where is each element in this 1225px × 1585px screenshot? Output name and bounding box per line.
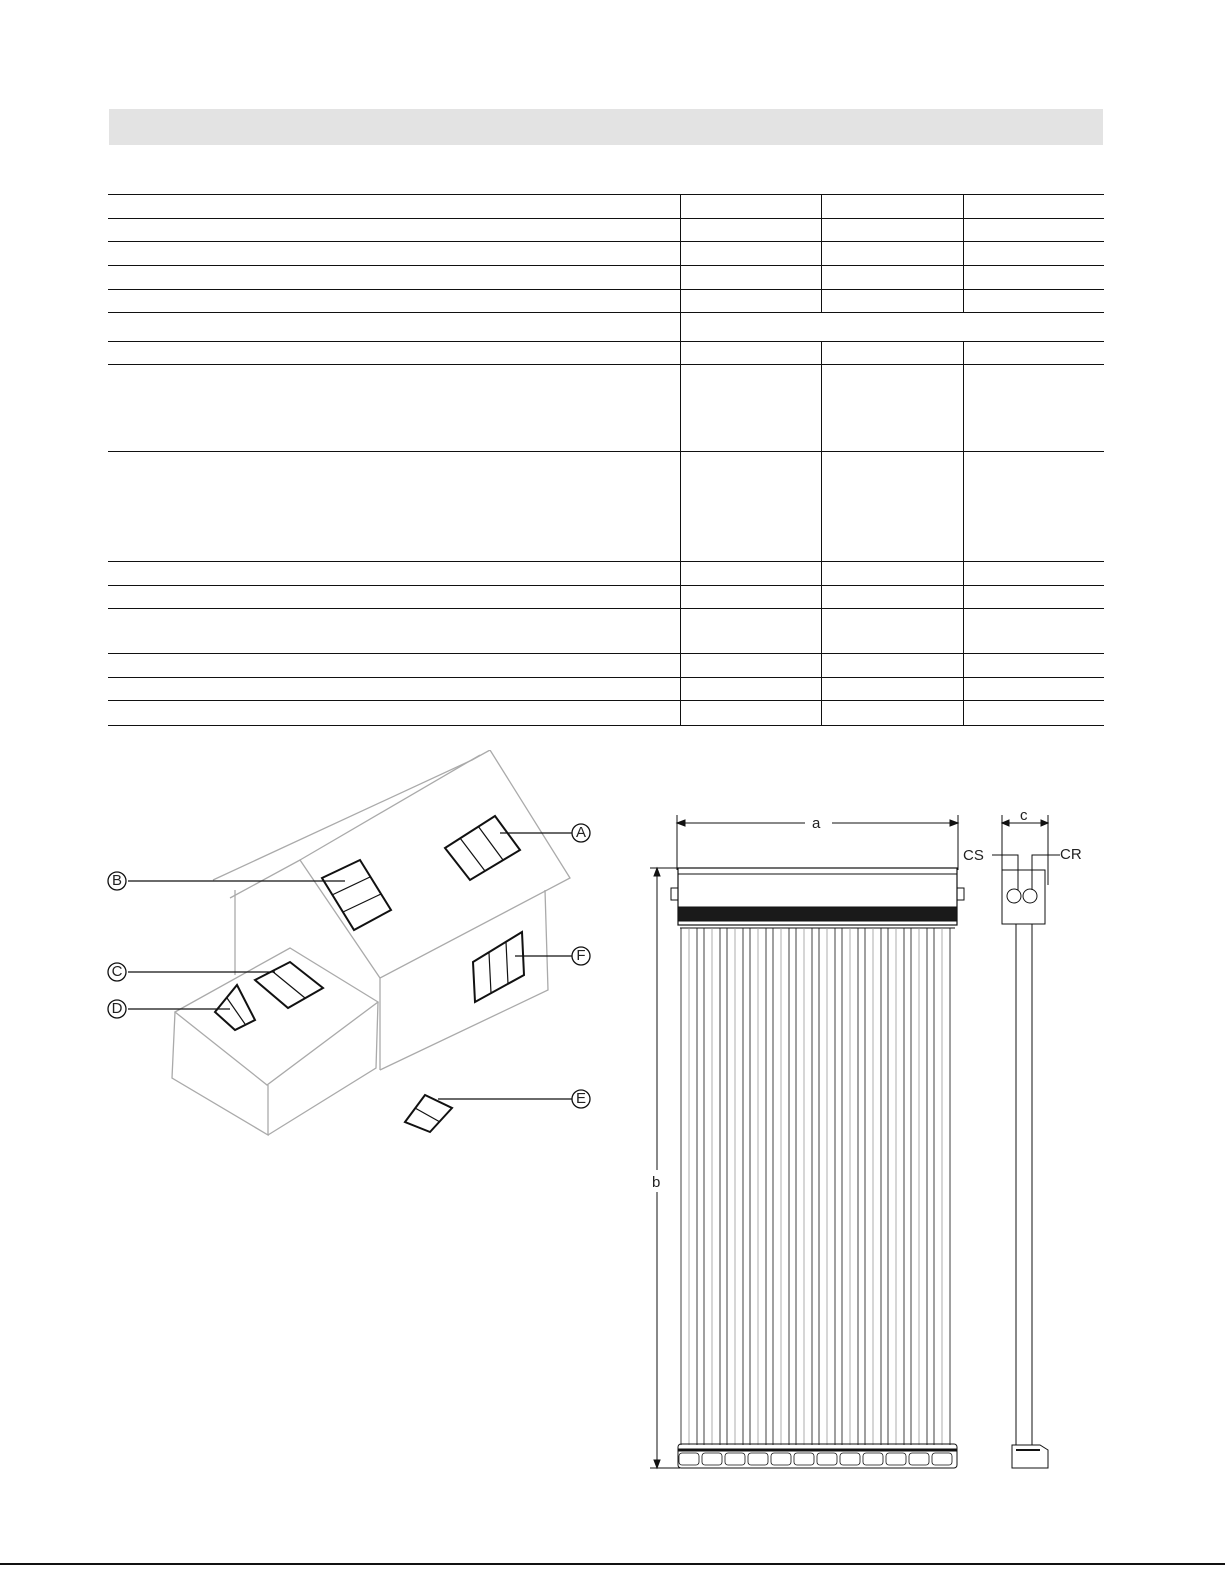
tube-end-cap <box>840 1453 860 1465</box>
table-cell <box>680 195 681 219</box>
section-header-bar <box>109 109 1103 145</box>
table-row <box>108 653 1104 678</box>
tube-end-cap <box>863 1453 883 1465</box>
table-cell <box>680 266 681 290</box>
table-cell <box>963 654 964 678</box>
table-cell <box>963 290 964 313</box>
table-cell <box>680 452 681 562</box>
callout-b: B <box>111 872 123 889</box>
table-cell <box>680 290 681 313</box>
tube-end-cap <box>794 1453 814 1465</box>
tube-end-cap <box>817 1453 837 1465</box>
callout-c: C <box>111 963 123 980</box>
collector-dimension-figure <box>640 800 1100 1480</box>
dimension-b-label: b <box>652 1174 661 1191</box>
table-cell <box>680 365 681 452</box>
table-cell <box>963 562 964 586</box>
table-cell <box>821 654 822 678</box>
tube-end-cap <box>748 1453 768 1465</box>
table-cell <box>680 562 681 586</box>
table-cell <box>963 219 964 242</box>
table-cell <box>821 195 822 219</box>
dimension-a-label: a <box>812 815 821 832</box>
tube-end-cap <box>679 1453 699 1465</box>
port-cr-label: CR <box>1060 846 1082 863</box>
tube-end-cap <box>886 1453 906 1465</box>
table-cell <box>680 313 681 342</box>
table-row <box>108 608 1104 654</box>
table-cell <box>963 586 964 609</box>
table-cell <box>680 701 681 725</box>
table-cell <box>821 342 822 365</box>
table-cell <box>680 242 681 266</box>
table-cell <box>821 678 822 701</box>
table-cell <box>821 609 822 654</box>
table-cell <box>963 195 964 219</box>
table-row <box>108 289 1104 313</box>
port-cs-label: CS <box>963 847 984 864</box>
table-cell <box>680 586 681 609</box>
tube-end-cap <box>771 1453 791 1465</box>
table-cell <box>680 219 681 242</box>
table-cell <box>680 342 681 365</box>
callout-a: A <box>575 824 587 841</box>
table-cell <box>963 701 964 725</box>
tube-end-cap <box>909 1453 929 1465</box>
table-cell <box>821 266 822 290</box>
callout-e: E <box>575 1090 587 1107</box>
table-cell <box>963 678 964 701</box>
table-cell <box>963 342 964 365</box>
table-row <box>108 451 1104 562</box>
table-row <box>108 700 1104 726</box>
tube-end-cap <box>932 1453 952 1465</box>
table-row <box>108 561 1104 586</box>
callout-f: F <box>576 947 586 964</box>
table-row <box>108 341 1104 365</box>
table-cell <box>821 242 822 266</box>
table-cell <box>821 701 822 725</box>
table-cell <box>963 365 964 452</box>
house-installation-figure <box>100 750 600 1150</box>
table-cell <box>963 242 964 266</box>
table-cell <box>963 452 964 562</box>
table-cell <box>821 452 822 562</box>
tube-end-cap <box>702 1453 722 1465</box>
table-cell <box>821 586 822 609</box>
table-row <box>108 265 1104 290</box>
table-cell <box>680 678 681 701</box>
table-cell <box>821 562 822 586</box>
table-cell <box>821 290 822 313</box>
table-cell <box>680 654 681 678</box>
table-row <box>108 218 1104 242</box>
callout-d: D <box>111 1000 123 1017</box>
tube-end-cap <box>725 1453 745 1465</box>
table-cell <box>821 365 822 452</box>
table-row <box>108 677 1104 701</box>
table-row <box>108 312 1104 342</box>
table-row <box>108 364 1104 452</box>
table-row <box>108 585 1104 609</box>
table-cell <box>821 219 822 242</box>
dimension-c-label: c <box>1020 807 1028 824</box>
table-row <box>108 241 1104 266</box>
table-cell <box>963 266 964 290</box>
footer-rule <box>0 1563 1225 1565</box>
table-cell <box>680 609 681 654</box>
table-row <box>108 194 1104 219</box>
table-cell <box>963 609 964 654</box>
